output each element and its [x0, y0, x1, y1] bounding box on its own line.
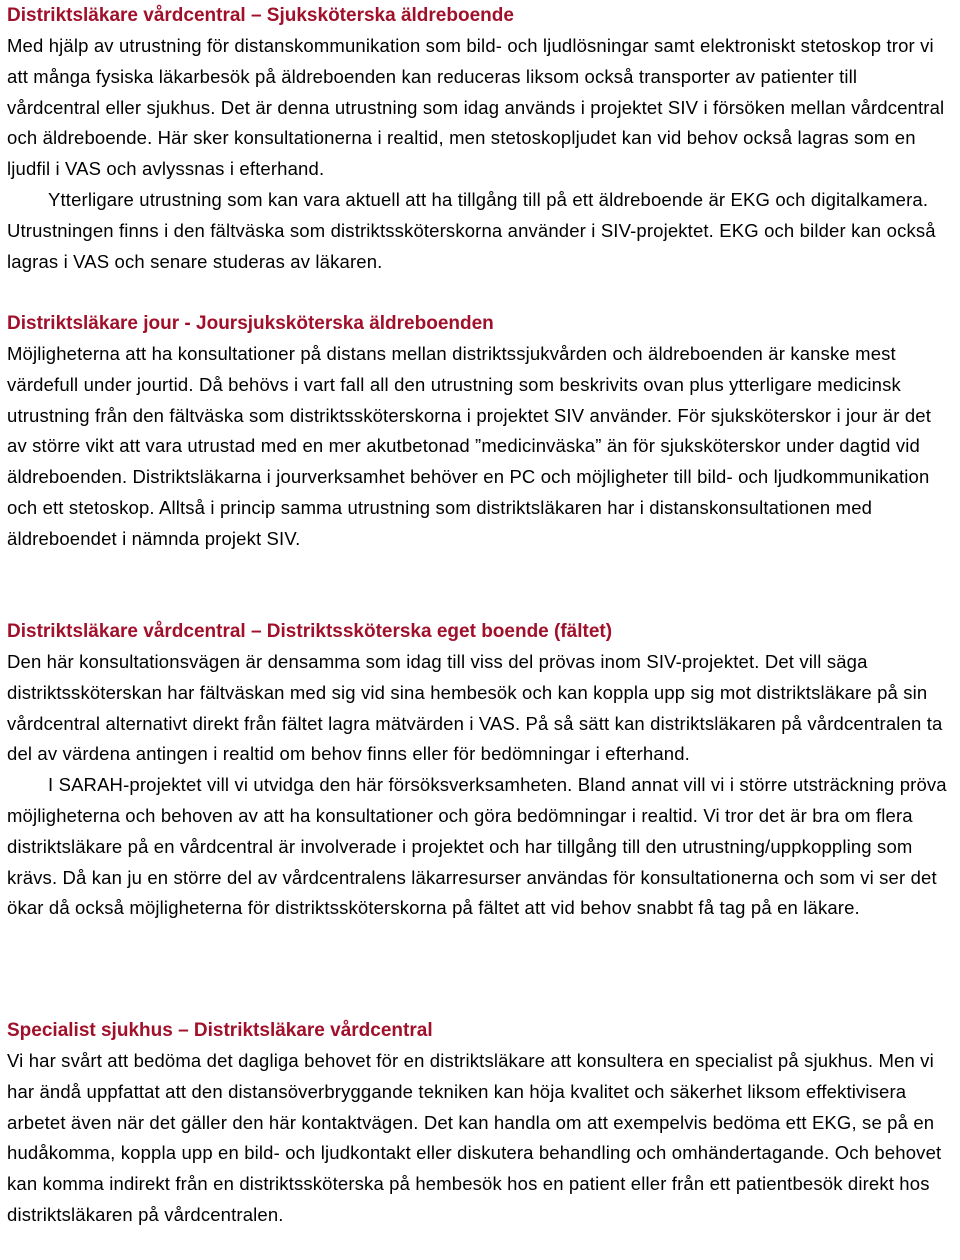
section-heading: Distriktsläkare jour - Joursjuksköterska äldreboenden: [7, 313, 494, 334]
paragraph: Den här konsultationsvägen är densamma som idag till viss del prövas inom SIV-projektet. Det vill säga distriktssköterskan har fältväskan med sig vid sina hembesök och kan koppla upp sig mot distriktsläkare på sin vårdcentral alternativt direkt från fältet lagra mätvärden i VAS. På så sätt kan distriktsläkaren på vårdcentralen ta del av värdena antingen i realtid om behov finns eller för bedömningar i efterhand.: [7, 651, 943, 765]
paragraph: Ytterligare utrustning som kan vara aktuell att ha tillgång till på ett äldreboende är EKG och digitalkamera. Utrustningen finns i den fältväska som distriktssköterskorna använder i SIV-projektet. EKG och bilder kan också lagras i VAS och senare studeras av läkaren.: [7, 188, 936, 272]
paragraph: Möjligheterna att ha konsultationer på distans mellan distriktssjukvården och äldreboenden är kanske mest värdefull under jourtid. Då behövs i vart fall all den utrustning som beskrivits ovan plus ytterligare medicinsk utrustning från den fältväska som distriktssköterskorna i projektet SIV använder. För sjuksköterskor i jour är det av större vikt att vara utrustad med en mer akutbetonad ”medicinväska” än för sjuksköterskor under dagtid vid äldreboenden. Distriktsläkarna i jourverksamhet behöver en PC och möjligheter till bild- och ljudkommunikation och ett stetoskop. Alltså i princip samma utrustning som distriktsläkaren har i distanskonsultationen med äldreboendet i nämnda projekt SIV.: [7, 343, 931, 549]
section-heading: Distriktsläkare vårdcentral – Distriktssköterska eget boende (fältet): [7, 621, 613, 642]
section-heading: Distriktsläkare vårdcentral – Sjuksköterska äldreboende: [7, 5, 514, 26]
section-distriktsskoterska-eget-boende: [7, 616, 955, 924]
paragraph: Vi har svårt att bedöma det dagliga behovet för en distriktsläkare att konsultera en specialist på sjukhus. Men vi har ändå uppfattat att den distansöverbryggande tekniken kan höja kvalitet och säkerhet liksom effektivisera arbetet även när det gäller den här kontaktvägen. Det kan handla om att exempelvis bedöma ett EKG, se på en hudåkomma, koppla upp en bild- och ljudkontakt eller diskutera behandling och omhändertagande. Och behovet kan komma indirekt från en distriktssköterska på hembesök hos en patient eller från ett patientbesök direkt hos distriktsläkaren på vårdcentralen.: [7, 1050, 942, 1225]
section-heading: Specialist sjukhus – Distriktsläkare vårdcentral: [7, 1020, 433, 1041]
paragraph: I SARAH-projektet vill vi utvidga den här försöksverksamheten. Bland annat vill vi i större utsträckning pröva möjligheterna och behoven av att ha konsultationer och göra bedömningar i realtid. Vi tror det är bra om flera distriktsläkare på en vårdcentral är involverade i projektet och har tillgång till den utrustning/uppkoppling som krävs. Då kan ju en större del av vårdcentralens läkarresurser användas för konsultationerna och som vi ser det ökar då också möjligheterna för distriktssköterskorna på fältet att vid behov snabbt få tag på en läkare.: [7, 774, 947, 919]
section-specialist-sjukhus: [7, 1015, 955, 1231]
section-distriktslakare-sjukskoterska-aldreboende: [7, 0, 955, 277]
section-distriktslakare-jour: [7, 308, 955, 555]
paragraph: Med hjälp av utrustning för distanskommunikation som bild- och ljudlösningar samt elektroniskt stetoskop tror vi att många fysiska läkarbesök på äldreboenden kan reduceras liksom också transporter av patienter till vårdcentral eller sjukhus. Det är denna utrustning som idag används i projektet SIV i försöken mellan vårdcentral och äldreboende. Här sker konsultationerna i realtid, men stetoskopljudet kan vid behov också lagras som en ljudfil i VAS och avlyssnas i efterhand.: [7, 35, 945, 180]
